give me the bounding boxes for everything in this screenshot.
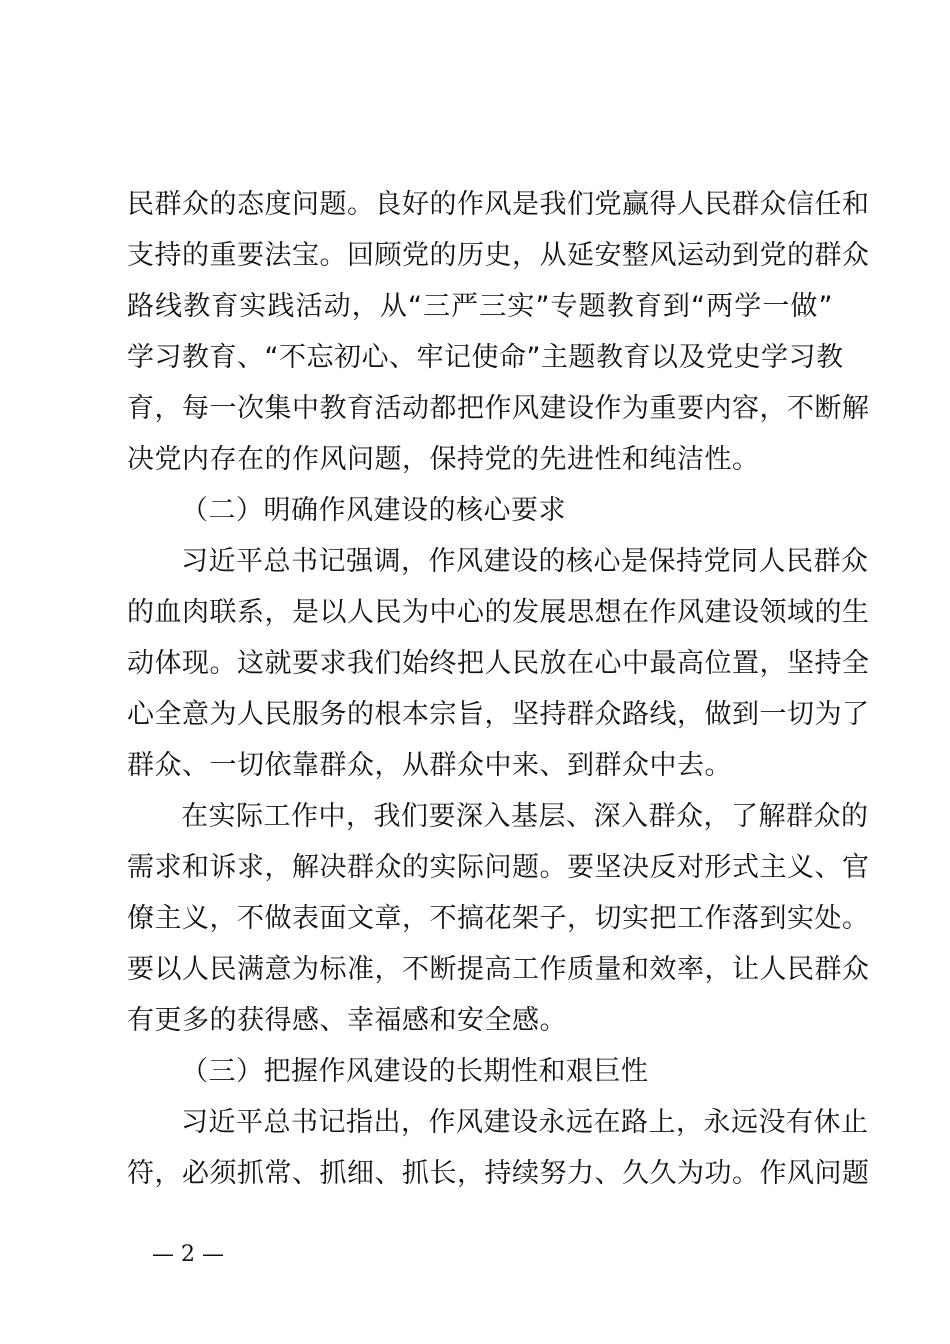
- body-text-line: 的血肉联系，是以人民为中心的发展思想在作风建设领域的生: [127, 597, 870, 628]
- body-text-line: 符，必须抓常、抓细、抓长，持续努力、久久为功。作风问题: [127, 1158, 870, 1189]
- body-text-line: 习近平总书记强调，作风建设的核心是保持党同人民群众: [181, 546, 869, 577]
- body-text-line: 有更多的获得感、幸福感和安全感。: [127, 1005, 567, 1036]
- body-text-line: 学习教育、“不忘初心、牢记使命”主题教育以及党史学习教: [127, 342, 844, 373]
- section-heading: （二）明确作风建设的核心要求: [181, 495, 566, 526]
- page-number: — 2 —: [152, 1242, 224, 1267]
- body-text-line: 育，每一次集中教育活动都把作风建设作为重要内容，不断解: [127, 393, 870, 424]
- body-text-line: 要以人民满意为标准，不断提高工作质量和效率，让人民群众: [127, 954, 870, 985]
- section-heading: （三）把握作风建设的长期性和艰巨性: [181, 1056, 649, 1087]
- body-text-line: 路线教育实践活动，从“三严三实”专题教育到“两学一做”: [127, 291, 833, 322]
- body-text-line: 群众、一切依靠群众，从群众中来、到群众中去。: [127, 750, 732, 781]
- body-text-line: 习近平总书记指出，作风建设永远在路上，永远没有休止: [181, 1107, 869, 1138]
- body-text-line: 民群众的态度问题。良好的作风是我们党赢得人民群众信任和: [127, 189, 870, 220]
- body-text-line: 支持的重要法宝。回顾党的历史，从延安整风运动到党的群众: [127, 240, 870, 271]
- body-text-line: 僚主义，不做表面文章，不搞花架子，切实把工作落到实处。: [127, 903, 870, 934]
- body-text-line: 决党内存在的作风问题，保持党的先进性和纯洁性。: [127, 444, 760, 475]
- body-text-line: 心全意为人民服务的根本宗旨，坚持群众路线，做到一切为了: [127, 699, 870, 730]
- body-text-line: 需求和诉求，解决群众的实际问题。要坚决反对形式主义、官: [127, 852, 870, 883]
- body-text-line: 动体现。这就要求我们始终把人民放在心中最高位置，坚持全: [127, 648, 870, 679]
- body-text-line: 在实际工作中，我们要深入基层、深入群众，了解群众的: [181, 801, 869, 832]
